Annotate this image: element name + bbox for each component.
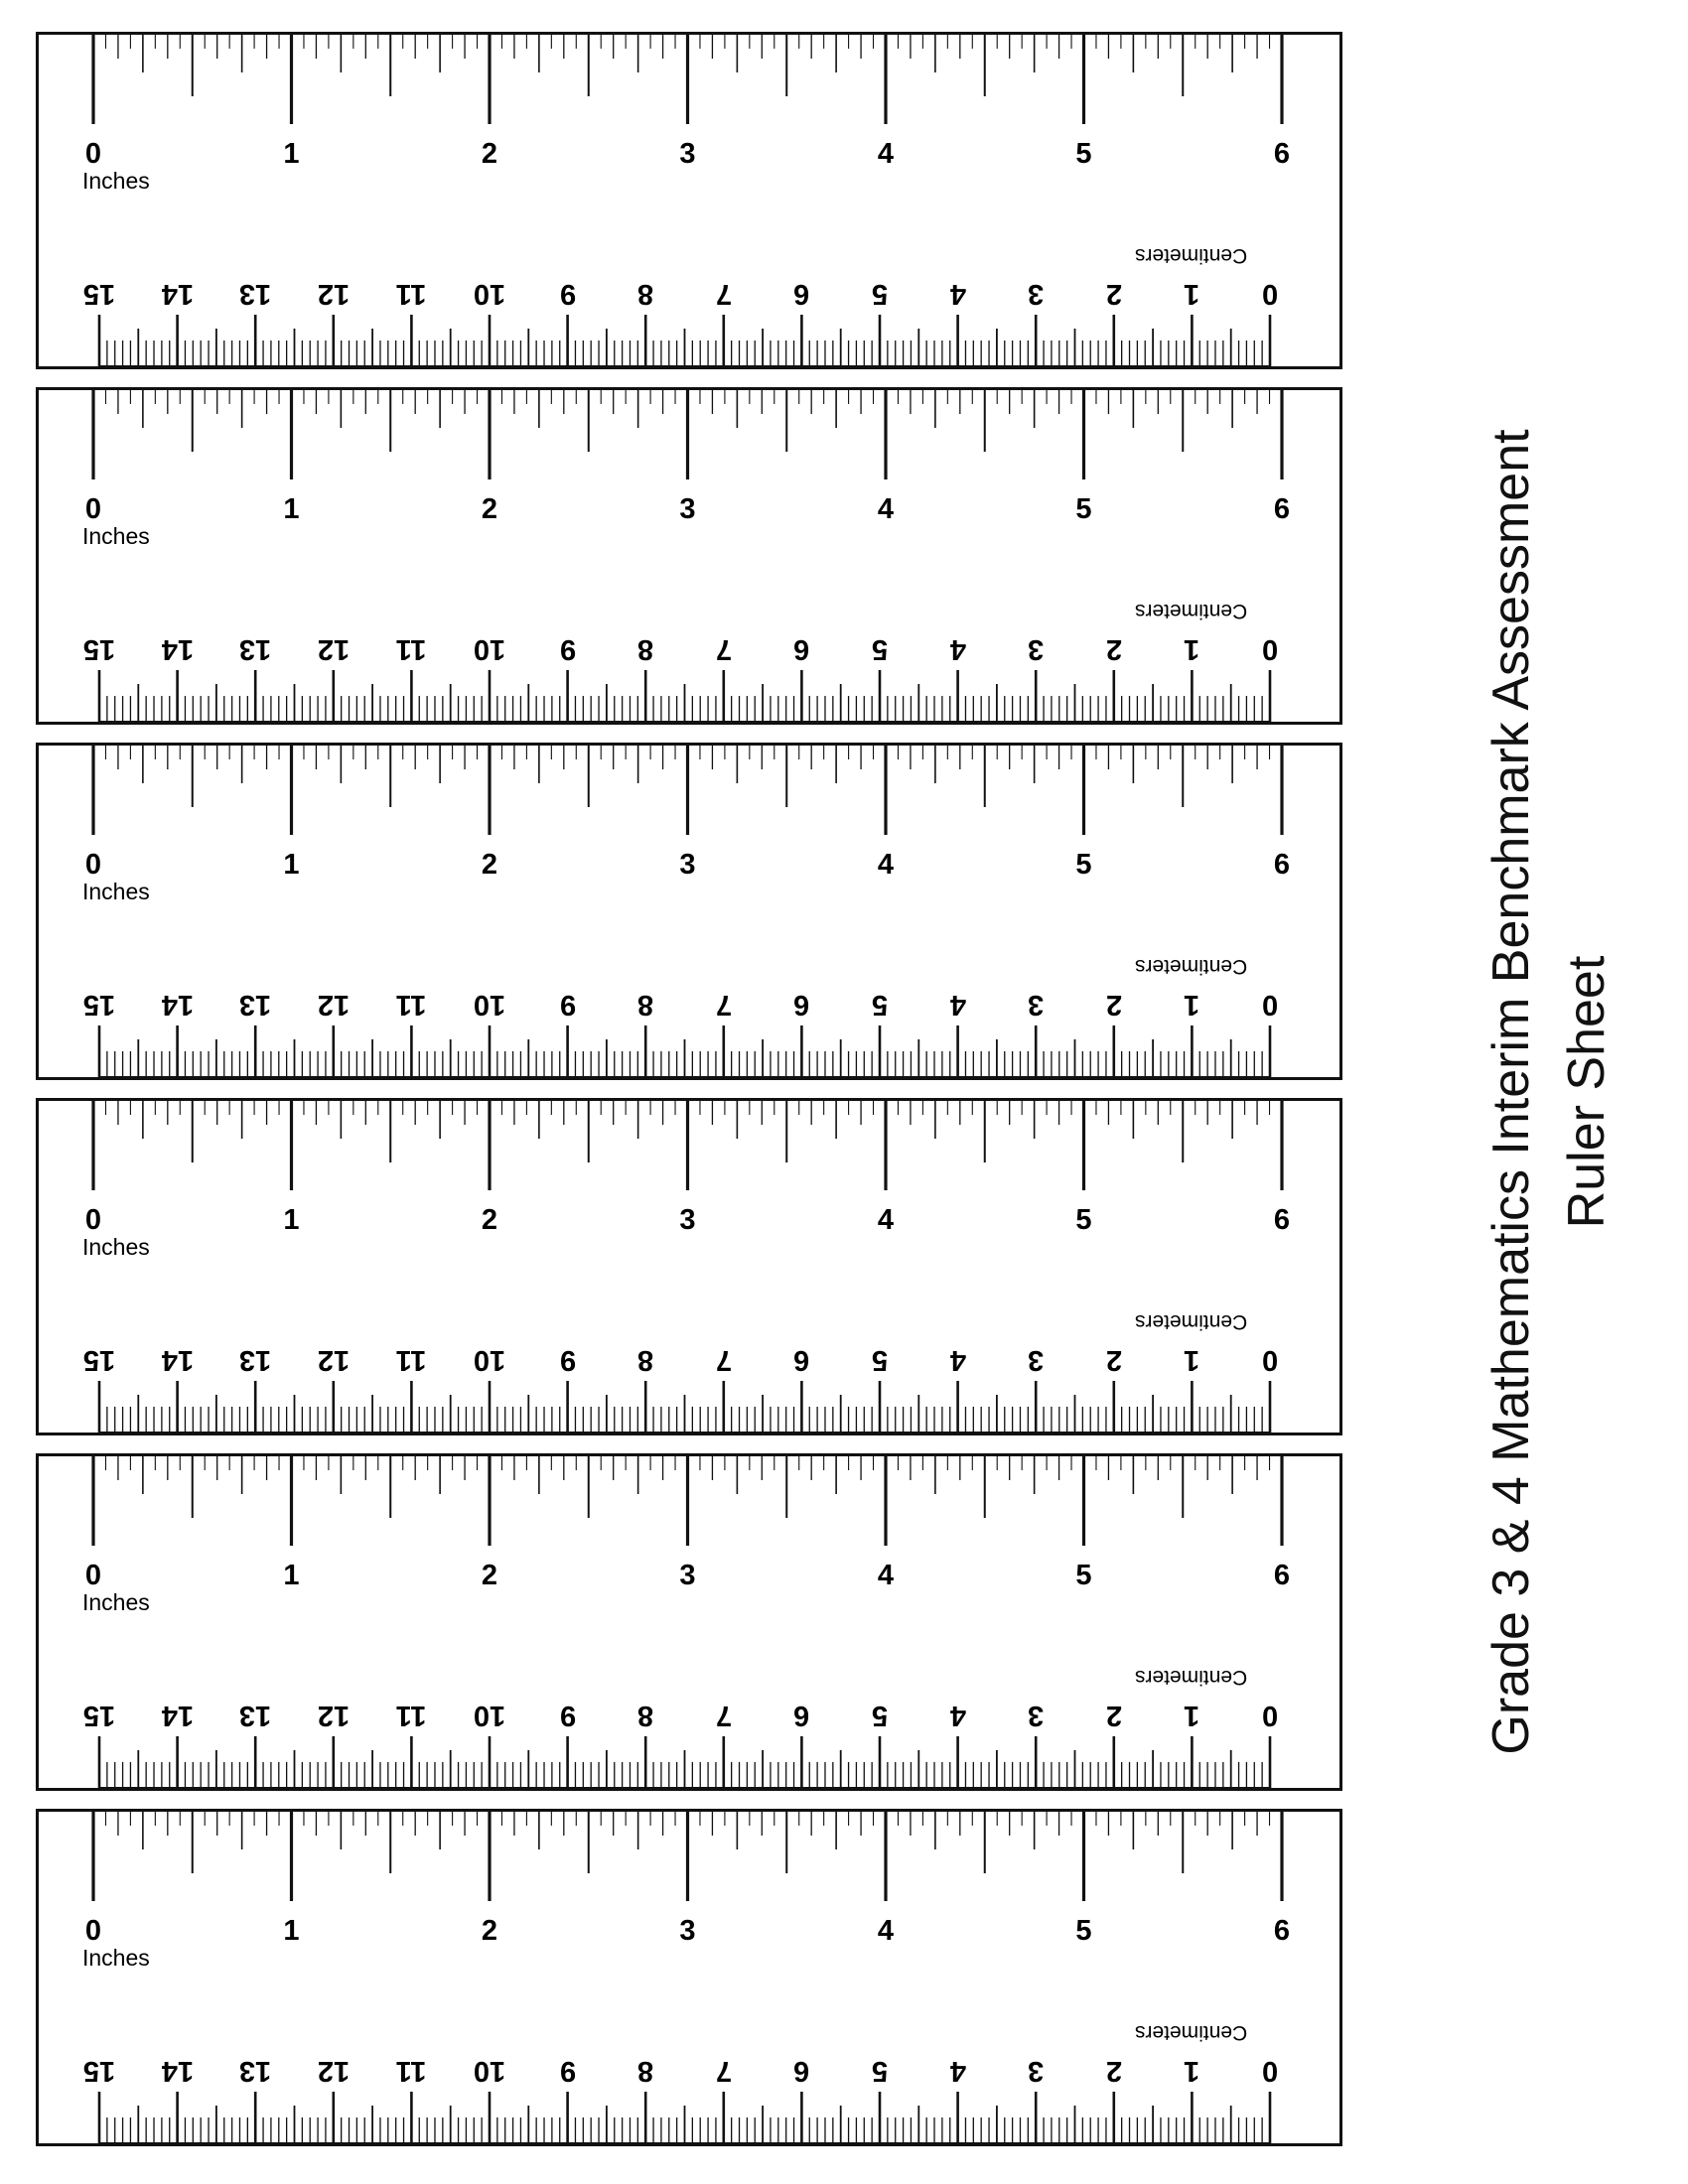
inches-label: Inches xyxy=(82,1589,150,1615)
cm-number: 5 xyxy=(871,1344,889,1376)
inch-number: 5 xyxy=(1075,493,1092,525)
cm-number: 3 xyxy=(1028,2055,1045,2087)
sheet-title-line-1: Grade 3 & 4 Mathematics Interim Benchmark Assessment xyxy=(1482,429,1540,1755)
inch-number: 4 xyxy=(877,1560,895,1591)
inch-number: 1 xyxy=(283,1204,300,1236)
cm-number: 8 xyxy=(637,1700,654,1731)
ruler-ticks xyxy=(39,390,1345,728)
inch-number: 2 xyxy=(481,849,498,881)
cm-number: 2 xyxy=(1105,1700,1122,1731)
inch-number: 5 xyxy=(1075,849,1092,881)
cm-number: 1 xyxy=(1184,278,1200,310)
cm-number: 0 xyxy=(1261,278,1279,310)
inch-number: 2 xyxy=(481,138,498,170)
inch-number: 3 xyxy=(679,1560,696,1591)
inches-label: Inches xyxy=(82,1945,150,1971)
ruler-ticks xyxy=(39,35,1345,372)
cm-number: 4 xyxy=(949,1700,966,1731)
cm-number: 1 xyxy=(1184,989,1200,1021)
inches-label: Inches xyxy=(82,1234,150,1260)
cm-number: 1 xyxy=(1184,2055,1200,2087)
cm-number: 12 xyxy=(317,1700,350,1731)
inches-label: Inches xyxy=(82,879,150,904)
cm-number: 15 xyxy=(82,1344,116,1376)
cm-number: 10 xyxy=(473,633,506,665)
inches-label: Inches xyxy=(82,168,150,194)
cm-number: 4 xyxy=(949,1344,966,1376)
inch-number: 2 xyxy=(481,493,498,525)
inch-number: 5 xyxy=(1075,1204,1092,1236)
cm-number: 2 xyxy=(1105,633,1122,665)
cm-number: 1 xyxy=(1184,1700,1200,1731)
cm-number: 9 xyxy=(559,1344,576,1376)
inch-number: 6 xyxy=(1273,1915,1291,1947)
ruler-5 xyxy=(36,1453,1342,1791)
cm-number: 14 xyxy=(161,278,194,310)
inch-number: 6 xyxy=(1273,849,1291,881)
inch-number: 1 xyxy=(283,1560,300,1591)
ruler-4 xyxy=(36,1098,1342,1435)
cm-number: 12 xyxy=(317,633,350,665)
cm-number: 10 xyxy=(473,1344,506,1376)
cm-number: 2 xyxy=(1105,1344,1122,1376)
cm-number: 9 xyxy=(559,633,576,665)
inch-number: 3 xyxy=(679,1915,696,1947)
ruler-1 xyxy=(36,32,1342,369)
cm-number: 13 xyxy=(239,278,272,310)
cm-number: 5 xyxy=(871,989,889,1021)
cm-number: 3 xyxy=(1028,633,1045,665)
cm-number: 12 xyxy=(317,1344,350,1376)
cm-number: 3 xyxy=(1028,1344,1045,1376)
centimeters-label: Centimeters xyxy=(1135,1666,1248,1689)
inch-number: 4 xyxy=(877,493,895,525)
inch-number: 1 xyxy=(283,849,300,881)
cm-number: 8 xyxy=(637,2055,654,2087)
cm-number: 6 xyxy=(793,2055,810,2087)
cm-number: 14 xyxy=(161,2055,194,2087)
cm-number: 5 xyxy=(871,1700,889,1731)
cm-number: 11 xyxy=(396,2055,427,2087)
cm-number: 0 xyxy=(1261,1344,1279,1376)
cm-number: 12 xyxy=(317,2055,350,2087)
cm-number: 6 xyxy=(793,989,810,1021)
cm-number: 7 xyxy=(715,2055,732,2087)
cm-number: 15 xyxy=(82,2055,116,2087)
cm-number: 5 xyxy=(871,278,889,310)
ruler-6 xyxy=(36,1809,1342,2146)
ruler-sheet xyxy=(36,32,1342,2148)
cm-number: 2 xyxy=(1105,989,1122,1021)
cm-number: 8 xyxy=(637,989,654,1021)
inch-number: 0 xyxy=(84,849,102,881)
ruler-ticks xyxy=(39,746,1345,1083)
cm-number: 13 xyxy=(239,989,272,1021)
cm-number: 15 xyxy=(82,989,116,1021)
cm-number: 7 xyxy=(715,278,732,310)
inch-number: 4 xyxy=(877,1204,895,1236)
centimeters-label: Centimeters xyxy=(1135,2021,1248,2044)
cm-number: 11 xyxy=(396,278,427,310)
cm-number: 4 xyxy=(949,989,966,1021)
inch-number: 1 xyxy=(283,1915,300,1947)
centimeters-label: Centimeters xyxy=(1135,244,1248,267)
cm-number: 6 xyxy=(793,633,810,665)
cm-number: 13 xyxy=(239,2055,272,2087)
inch-number: 0 xyxy=(84,1204,102,1236)
cm-number: 14 xyxy=(161,633,194,665)
inch-number: 3 xyxy=(679,138,696,170)
cm-number: 9 xyxy=(559,2055,576,2087)
cm-number: 1 xyxy=(1184,1344,1200,1376)
cm-number: 4 xyxy=(949,633,966,665)
cm-number: 0 xyxy=(1261,633,1279,665)
ruler-3 xyxy=(36,743,1342,1080)
inch-number: 2 xyxy=(481,1560,498,1591)
ruler-2 xyxy=(36,387,1342,725)
cm-number: 9 xyxy=(559,989,576,1021)
cm-number: 13 xyxy=(239,1344,272,1376)
cm-number: 11 xyxy=(396,1344,427,1376)
centimeters-label: Centimeters xyxy=(1135,600,1248,622)
cm-number: 7 xyxy=(715,1344,732,1376)
inch-number: 6 xyxy=(1273,138,1291,170)
inch-number: 4 xyxy=(877,1915,895,1947)
cm-number: 11 xyxy=(396,633,427,665)
inch-number: 4 xyxy=(877,849,895,881)
cm-number: 13 xyxy=(239,1700,272,1731)
cm-number: 3 xyxy=(1028,1700,1045,1731)
cm-number: 11 xyxy=(396,989,427,1021)
inch-number: 0 xyxy=(84,1915,102,1947)
ruler-ticks xyxy=(39,1812,1345,2149)
inch-number: 6 xyxy=(1273,1560,1291,1591)
sheet-title-line-2: Ruler Sheet xyxy=(1558,955,1616,1229)
cm-number: 9 xyxy=(559,278,576,310)
ruler-ticks xyxy=(39,1456,1345,1794)
inch-number: 0 xyxy=(84,493,102,525)
cm-number: 6 xyxy=(793,1344,810,1376)
cm-number: 12 xyxy=(317,278,350,310)
cm-number: 6 xyxy=(793,1700,810,1731)
cm-number: 11 xyxy=(396,1700,427,1731)
inch-number: 0 xyxy=(84,1560,102,1591)
inches-label: Inches xyxy=(82,523,150,549)
inch-number: 5 xyxy=(1075,1915,1092,1947)
cm-number: 5 xyxy=(871,633,889,665)
cm-number: 7 xyxy=(715,1700,732,1731)
cm-number: 9 xyxy=(559,1700,576,1731)
cm-number: 15 xyxy=(82,633,116,665)
inch-number: 3 xyxy=(679,849,696,881)
cm-number: 14 xyxy=(161,1344,194,1376)
inch-number: 1 xyxy=(283,493,300,525)
cm-number: 3 xyxy=(1028,989,1045,1021)
inch-number: 2 xyxy=(481,1204,498,1236)
cm-number: 3 xyxy=(1028,278,1045,310)
cm-number: 4 xyxy=(949,2055,966,2087)
inch-number: 1 xyxy=(283,138,300,170)
cm-number: 14 xyxy=(161,1700,194,1731)
cm-number: 10 xyxy=(473,2055,506,2087)
inch-number: 6 xyxy=(1273,1204,1291,1236)
inch-number: 5 xyxy=(1075,138,1092,170)
inch-number: 3 xyxy=(679,493,696,525)
cm-number: 13 xyxy=(239,633,272,665)
cm-number: 8 xyxy=(637,633,654,665)
cm-number: 5 xyxy=(871,2055,889,2087)
inch-number: 0 xyxy=(84,138,102,170)
cm-number: 8 xyxy=(637,1344,654,1376)
cm-number: 10 xyxy=(473,989,506,1021)
cm-number: 12 xyxy=(317,989,350,1021)
cm-number: 14 xyxy=(161,989,194,1021)
cm-number: 15 xyxy=(82,1700,116,1731)
inch-number: 4 xyxy=(877,138,895,170)
inch-number: 5 xyxy=(1075,1560,1092,1591)
cm-number: 7 xyxy=(715,633,732,665)
cm-number: 2 xyxy=(1105,2055,1122,2087)
cm-number: 10 xyxy=(473,278,506,310)
inch-number: 3 xyxy=(679,1204,696,1236)
cm-number: 0 xyxy=(1261,989,1279,1021)
cm-number: 2 xyxy=(1105,278,1122,310)
cm-number: 15 xyxy=(82,278,116,310)
cm-number: 0 xyxy=(1261,1700,1279,1731)
centimeters-label: Centimeters xyxy=(1135,1310,1248,1333)
cm-number: 1 xyxy=(1184,633,1200,665)
cm-number: 8 xyxy=(637,278,654,310)
sheet-title xyxy=(1474,218,1624,1966)
inch-number: 6 xyxy=(1273,493,1291,525)
centimeters-label: Centimeters xyxy=(1135,955,1248,978)
cm-number: 10 xyxy=(473,1700,506,1731)
ruler-ticks xyxy=(39,1101,1345,1438)
cm-number: 7 xyxy=(715,989,732,1021)
cm-number: 6 xyxy=(793,278,810,310)
cm-number: 4 xyxy=(949,278,966,310)
inch-number: 2 xyxy=(481,1915,498,1947)
cm-number: 0 xyxy=(1261,2055,1279,2087)
